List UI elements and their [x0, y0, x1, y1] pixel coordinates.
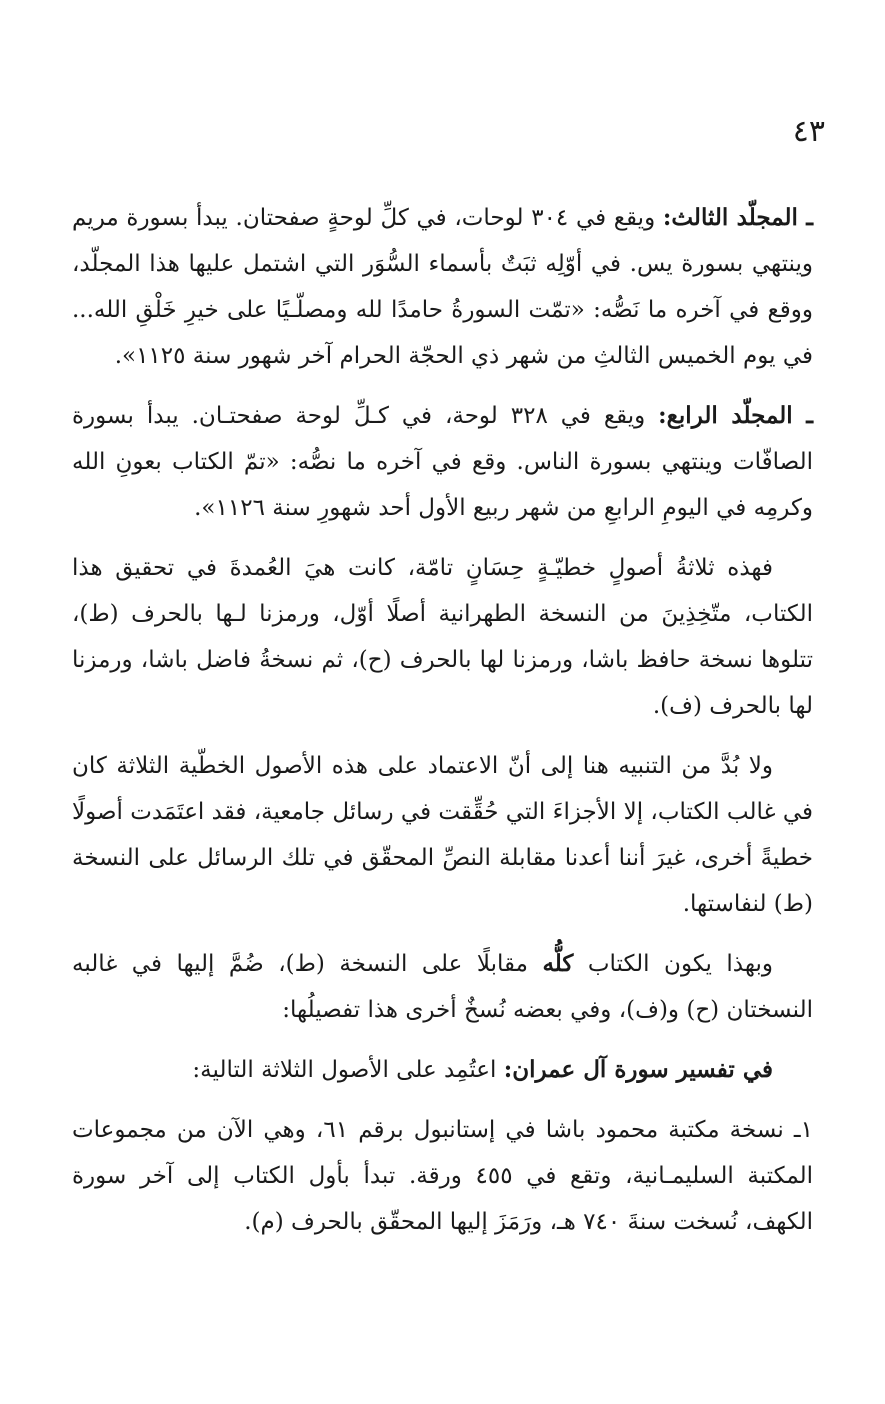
section-heading-text: اعتُمِد على الأصول الثلاثة التالية:: [192, 1057, 504, 1083]
paragraph-note: ولا بُدَّ من التنبيه هنا إلى أنّ الاعتماد على هذه الأصول الخطّية الثلاثة كان في غالب الكتاب، إلا الأجزاءَ التي حُقِّقت في رسائل جامعية، فقد اعتَمَدت أصولًا خطيةً أخرى، غيرَ أننا أعدنا مقابلة النصِّ المحقّق في تلك الرسائل على النسخة (ط) لنفاستها.: [72, 753, 813, 917]
paragraph-volume-three: [72, 195, 813, 379]
paragraph-manuscript-one: ١ـ نسخة مكتبة محمود باشا في إستانبول برقم ٦١، وهي الآن من مجموعات المكتبة السليمـانية، وتقع في ٤٥٥ ورقة. تبدأ بأول الكتاب إلى آخر سورة الكهف، نُسخت سنةَ ٧٤٠ هـ، ورَمَزَ إليها المحقّق بالحرف (م).: [72, 1117, 814, 1235]
paragraph-volume-four: [72, 393, 813, 531]
volume-three-text: ويقع في ٣٠٤ لوحات، في كلِّ لوحةٍ صفحتان. يبدأ بسورة مريم وينتهي بسورة يس. في أوّلِه ثبَتٌ بأسماء السُّوَر التي اشتمل عليها هذا المجلّد، ووقع في آخره ما نَصُّه: «تمّت السورةُ حامدًا لله ومصلّـيًا على خيرِ خَلْقِ الله... في يوم الخميس الثالثِ من شهر ذي الحجّة الحرام آخر شهور سنة ١١٢٥».: [72, 205, 813, 369]
volume-four-text: ويقع في ٣٢٨ لوحة، في كـلِّ لوحة صفحتـان. يبدأ بسورة الصافّات وينتهي بسورة الناس. وقع في آخره ما نصُّه: «تمّ الكتاب بعونِ الله وكرمِه في اليومِ الرابعِ من شهر ربيع الأول أحد شهورِ سنة ١١٢٦».: [72, 403, 813, 521]
whole-book-text-start: وبهذا يكون الكتاب: [573, 951, 773, 977]
section-heading-al-imran: [72, 1047, 813, 1093]
paragraph-whole-book: [72, 941, 813, 1033]
volume-four-label: ـ المجلّد الرابع:: [658, 402, 814, 429]
body-text: [72, 195, 813, 1259]
volume-three-label: ـ المجلّد الثالث:: [662, 204, 813, 231]
section-heading-title: في تفسير سورة آل عمران:: [503, 1056, 773, 1083]
whole-book-text-end: مقابلًا على النسخة (ط)، ضُمَّ إليها في غالبه النسختان (ح) و(ف)، وفي بعضه نُسخٌ أخرى هذا تفصيلُها:: [72, 951, 813, 1023]
whole-book-emphasis: كلُّه: [542, 950, 574, 977]
paragraph-three-manuscripts: فهذه ثلاثةُ أصولٍ خطيّـةٍ حِسَانٍ تامّة، كانت هيَ العُمدةَ في تحقيق هذا الكتاب، متّخِذِينَ من النسخة الطهرانية أصلًا أوّل، ورمزنا لـها بالحرف (ط)، تتلوها نسخة حافظ باشا، ورمزنا لها بالحرف (ح)، ثم نسخةُ فاضل باشا، ورمزنا لها بالحرف (ف).: [72, 555, 813, 719]
page-number: ٤٣: [792, 114, 825, 149]
